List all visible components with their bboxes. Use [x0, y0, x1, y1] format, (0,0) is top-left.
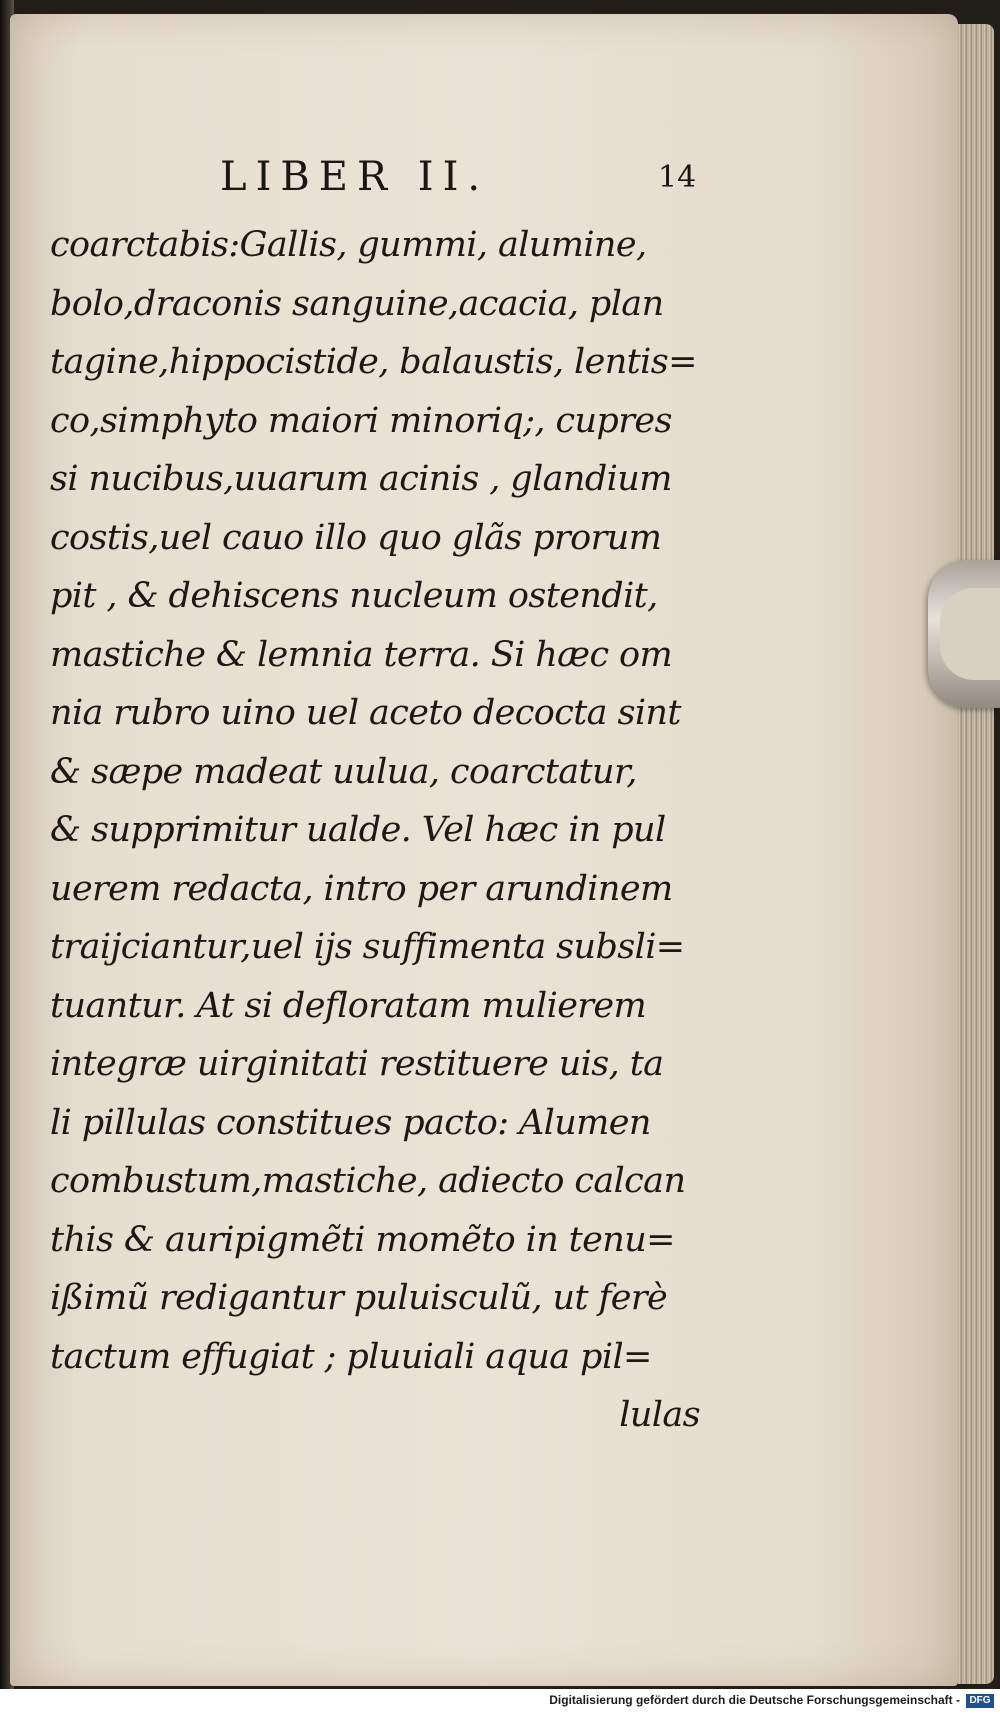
- text-line: ißimũ redigantur puluisculũ, ut ferè: [50, 1278, 668, 1318]
- text-line: costis,uel cauo illo quo glãs prorum: [50, 517, 662, 558]
- page-number: 14: [658, 160, 697, 195]
- text-line: si nucibus,uuarum acinis , glandium: [50, 459, 672, 499]
- text-line: tagine,hippocistide, balaustis, lentis=: [50, 342, 697, 382]
- text-line: combustum,mastiche, adiecto calcan: [50, 1161, 686, 1201]
- page-edges: [958, 24, 994, 1684]
- body-text: [50, 216, 700, 1445]
- text-line: & sæpe madeat uulua, coarctatur,: [50, 751, 637, 792]
- text-line: traijciantur,uel ijs suffimenta subsli=: [50, 927, 685, 967]
- text-line: tuantur. At si defloratam mulierem: [50, 985, 647, 1026]
- running-head: LIBER II.: [220, 154, 490, 200]
- digitization-footer: [0, 1689, 1000, 1714]
- text-line: bolo,draconis sanguine,acacia, plan: [50, 283, 664, 324]
- text-line: coarctabis:Gallis, gummi, alumine,: [50, 225, 647, 265]
- funding-credit: Digitalisierung gefördert durch die Deutsche Forschungsgemeinschaft -: [549, 1693, 960, 1707]
- text-line: pit , & dehiscens nucleum ostendit,: [50, 576, 658, 616]
- text-line: this & auripigmẽti momẽto in tenu=: [50, 1219, 675, 1260]
- text-line: & supprimitur ualde. Vel hæc in pul: [50, 810, 666, 850]
- text-line: tactum effugiat ; pluuiali aqua pil=: [50, 1336, 652, 1377]
- text-line: li pillulas constitues pacto: Alumen: [50, 1102, 651, 1143]
- text-line: uerem redacta, intro per arundinem: [50, 868, 673, 909]
- text-line: nia rubro uino uel aceto decocta sint: [50, 693, 681, 733]
- text-line: integræ uirginitati restituere uis, ta: [50, 1044, 664, 1084]
- clasp-opening: [940, 588, 1000, 680]
- text-line: co,simphyto maiori minoriq;, cupres: [50, 400, 672, 441]
- catchword: lulas: [619, 1395, 700, 1435]
- dfg-logo: DFG: [966, 1694, 994, 1708]
- text-line: mastiche & lemnia terra. Si hæc om: [50, 634, 673, 675]
